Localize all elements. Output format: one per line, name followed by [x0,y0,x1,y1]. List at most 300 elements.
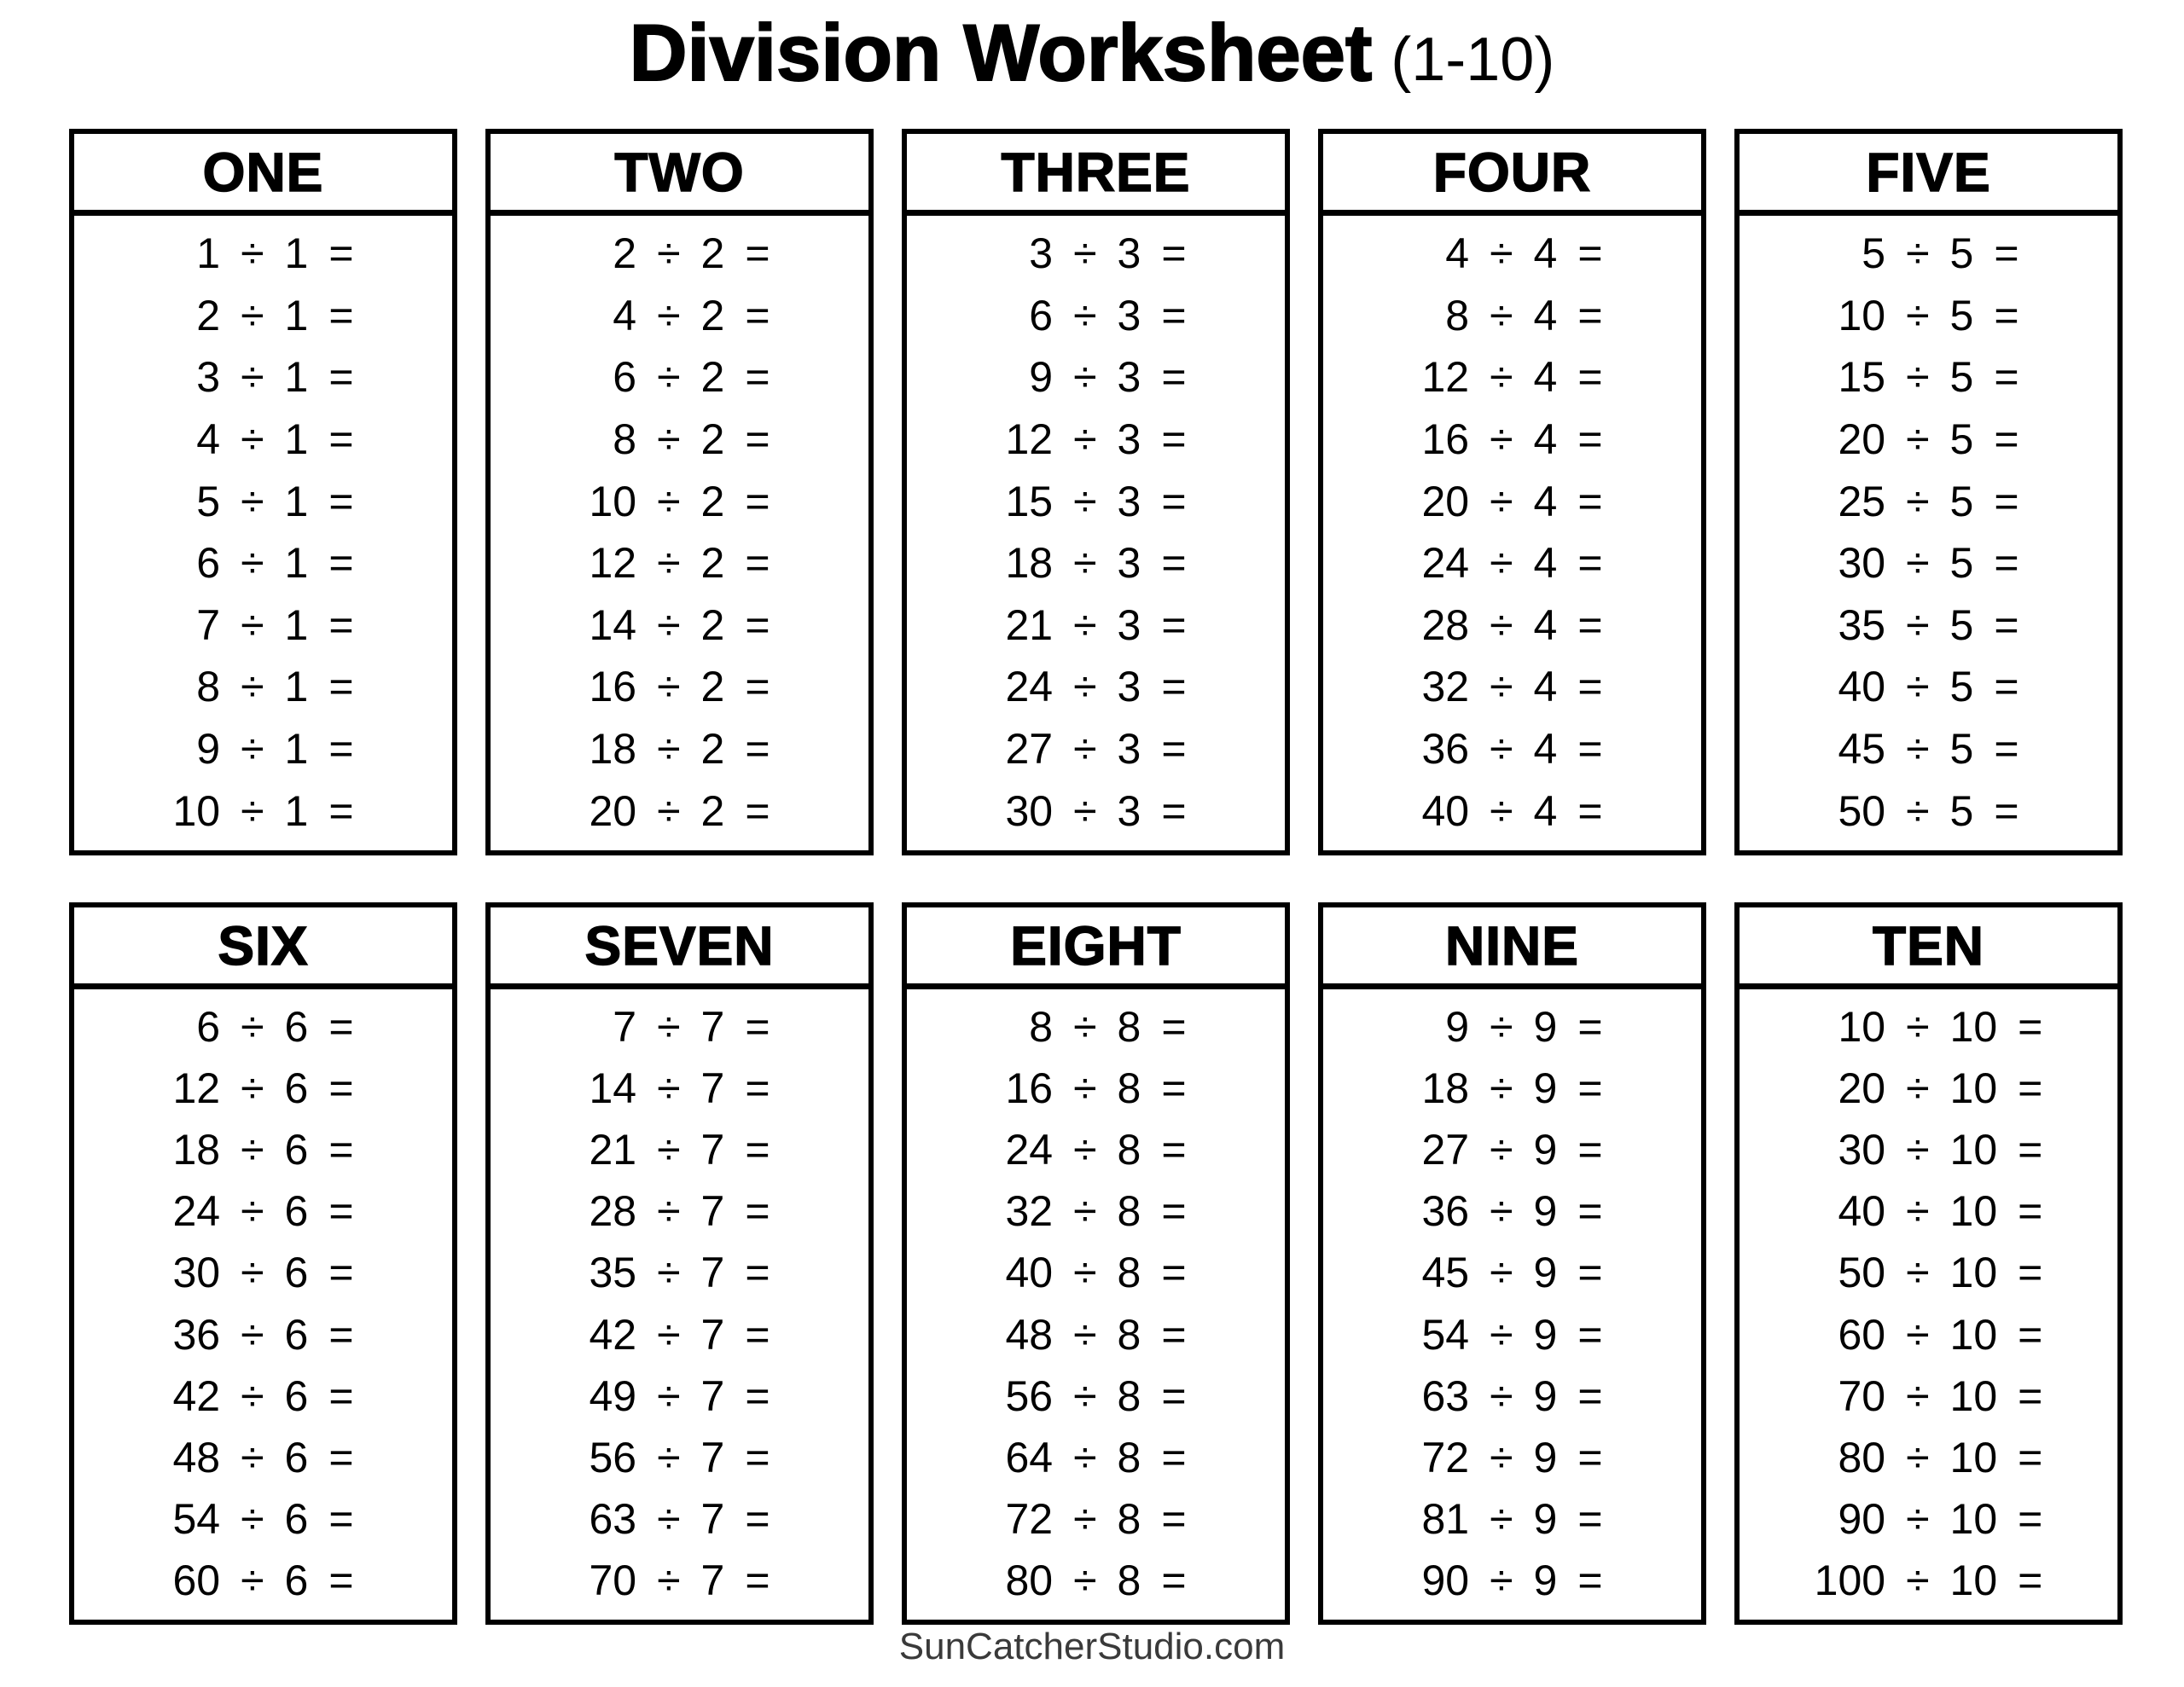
worksheet-grid [69,129,2123,1625]
divisor: 3 [1117,477,1141,525]
divide-sign: ÷ [1073,1064,1097,1113]
divide-sign: ÷ [1490,1310,1513,1359]
dividend: 5 [196,477,221,525]
divisor: 3 [1117,415,1141,464]
divide-sign: ÷ [1906,786,1930,835]
divisor: 4 [1533,725,1558,774]
divide-sign: ÷ [657,1187,681,1236]
divide-sign: ÷ [1906,600,1930,649]
divide-sign: ÷ [1073,539,1097,588]
divisor: 1 [284,539,309,588]
table-header-label: FOUR [1432,141,1592,203]
equals-sign: = [1577,1249,1603,1297]
division-problem [1323,1310,1701,1359]
equals-sign: = [328,1249,354,1297]
equals-sign: = [1161,1494,1187,1543]
division-problem [1323,725,1701,774]
division-problem [1740,1310,2117,1359]
equals-sign: = [1994,539,2019,588]
divisor: 6 [284,1433,309,1481]
equals-sign: = [328,1003,354,1052]
dividend: 30 [172,1249,221,1297]
dividend: 21 [589,1126,637,1174]
divide-sign: ÷ [1906,229,1930,278]
equals-sign: = [1161,1433,1187,1481]
dividend: 10 [1838,291,1886,339]
divisor: 4 [1533,415,1558,464]
dividend: 8 [1445,291,1470,339]
divisor: 3 [1117,539,1141,588]
equals-sign: = [1577,1126,1603,1174]
divisor: 2 [700,663,725,711]
divide-sign: ÷ [241,1187,264,1236]
divisor: 4 [1533,786,1558,835]
divisor: 4 [1533,600,1558,649]
divisor: 1 [284,663,309,711]
divide-sign: ÷ [1490,1126,1513,1174]
division-problem [907,725,1285,774]
division-problem [491,1494,868,1543]
divisor: 9 [1533,1556,1558,1604]
equals-sign: = [1577,1187,1603,1236]
divide-sign: ÷ [1490,415,1513,464]
division-problem [491,600,868,649]
dividend: 63 [589,1494,637,1543]
equals-sign: = [745,291,770,339]
division-problem [1740,786,2117,835]
division-problem [907,600,1285,649]
division-problem [74,1310,452,1359]
equals-sign: = [1577,786,1603,835]
division-problem [1740,415,2117,464]
divide-sign: ÷ [241,786,264,835]
equals-sign: = [745,1556,770,1604]
problems-list [1740,216,2117,850]
dividend: 12 [172,1064,221,1113]
divide-sign: ÷ [1906,1371,1930,1420]
divide-sign: ÷ [657,353,681,402]
equals-sign: = [1161,786,1187,835]
dividend: 50 [1838,1249,1886,1297]
divisor: 7 [700,1003,725,1052]
divide-sign: ÷ [241,600,264,649]
divide-sign: ÷ [1490,229,1513,278]
divisor: 9 [1533,1064,1558,1113]
table-header-label: SIX [218,914,309,977]
divide-sign: ÷ [1906,1187,1930,1236]
dividend: 15 [1838,353,1886,402]
division-problem [491,291,868,339]
table-header [1740,907,2117,989]
divide-sign: ÷ [657,291,681,339]
divisor: 4 [1533,539,1558,588]
divide-sign: ÷ [657,1126,681,1174]
division-problem [74,353,452,402]
dividend: 20 [589,786,637,835]
dividend: 1 [196,229,221,278]
division-problem [1323,1556,1701,1604]
equals-sign: = [1161,229,1187,278]
problems-list [491,989,868,1620]
division-problem [907,291,1285,339]
dividend: 16 [1421,415,1470,464]
division-problem [491,415,868,464]
divisor: 9 [1533,1310,1558,1359]
dividend: 42 [589,1310,637,1359]
divisor: 10 [1949,1003,1998,1052]
divide-sign: ÷ [657,1310,681,1359]
equals-sign: = [328,1371,354,1420]
dividend: 45 [1838,725,1886,774]
dividend: 36 [172,1310,221,1359]
dividend: 18 [589,725,637,774]
dividend: 2 [196,291,221,339]
division-problem [74,600,452,649]
dividend: 12 [589,539,637,588]
divide-sign: ÷ [1490,1433,1513,1481]
division-problem [1740,1126,2117,1174]
dividend: 60 [1838,1310,1886,1359]
divide-sign: ÷ [1490,1556,1513,1604]
equals-sign: = [1161,1556,1187,1604]
dividend: 64 [1005,1433,1054,1481]
table-header-label: THREE [1001,141,1191,203]
division-problem [907,1556,1285,1604]
division-problem [1323,1187,1701,1236]
divide-sign: ÷ [241,1494,264,1543]
division-problem [491,1003,868,1052]
division-problem [491,1371,868,1420]
divide-sign: ÷ [657,1371,681,1420]
equals-sign: = [328,1556,354,1604]
divisor: 8 [1117,1064,1141,1113]
divide-sign: ÷ [657,1003,681,1052]
equals-sign: = [328,539,354,588]
divide-sign: ÷ [657,663,681,711]
divisor: 5 [1949,786,1974,835]
equals-sign: = [745,415,770,464]
divide-sign: ÷ [241,415,264,464]
equals-sign: = [745,1064,770,1113]
dividend: 9 [196,725,221,774]
table-header-label: EIGHT [1010,914,1182,977]
dividend: 10 [589,477,637,525]
dividend: 24 [172,1187,221,1236]
dividend: 4 [196,415,221,464]
divisor: 6 [284,1003,309,1052]
divide-sign: ÷ [1073,229,1097,278]
divide-sign: ÷ [1073,1310,1097,1359]
divisor: 5 [1949,353,1974,402]
dividend: 32 [1421,663,1470,711]
division-problem [74,1126,452,1174]
equals-sign: = [745,786,770,835]
equals-sign: = [745,353,770,402]
dividend: 6 [613,353,637,402]
division-problem [491,663,868,711]
divisor: 5 [1949,291,1974,339]
divide-sign: ÷ [1906,1556,1930,1604]
equals-sign: = [1577,1003,1603,1052]
division-problem [491,1064,868,1113]
divisor: 3 [1117,291,1141,339]
dividend: 9 [1445,1003,1470,1052]
dividend: 40 [1005,1249,1054,1297]
divisor: 6 [284,1310,309,1359]
equals-sign: = [1994,229,2019,278]
division-table [1734,902,2123,1625]
divide-sign: ÷ [1906,1064,1930,1113]
problems-list [1323,989,1701,1620]
dividend: 70 [589,1556,637,1604]
division-problem [1323,786,1701,835]
divide-sign: ÷ [1490,786,1513,835]
equals-sign: = [1577,663,1603,711]
division-problem [1323,477,1701,525]
divide-sign: ÷ [657,1494,681,1543]
divide-sign: ÷ [1073,1003,1097,1052]
divisor: 7 [700,1249,725,1297]
divisor: 7 [700,1126,725,1174]
equals-sign: = [1161,1126,1187,1174]
division-problem [1740,229,2117,278]
divide-sign: ÷ [657,600,681,649]
division-problem [491,477,868,525]
table-header [907,907,1285,989]
divide-sign: ÷ [1490,1494,1513,1543]
dividend: 36 [1421,1187,1470,1236]
equals-sign: = [1161,353,1187,402]
dividend: 60 [172,1556,221,1604]
division-problem [491,353,868,402]
divide-sign: ÷ [241,291,264,339]
divisor: 9 [1533,1003,1558,1052]
divisor: 2 [700,477,725,525]
table-header-label: SEVEN [584,914,775,977]
divisor: 5 [1949,477,1974,525]
divisor: 2 [700,415,725,464]
divisor: 8 [1117,1249,1141,1297]
divisor: 8 [1117,1494,1141,1543]
division-problem [74,1556,452,1604]
equals-sign: = [1161,1003,1187,1052]
divide-sign: ÷ [1906,1494,1930,1543]
dividend: 20 [1838,1064,1886,1113]
divisor: 7 [700,1494,725,1543]
divisor: 5 [1949,539,1974,588]
division-problem [74,1187,452,1236]
dividend: 24 [1005,1126,1054,1174]
divisor: 6 [284,1371,309,1420]
dividend: 6 [1029,291,1054,339]
dividend: 90 [1421,1556,1470,1604]
division-problem [491,786,868,835]
equals-sign: = [1161,663,1187,711]
divide-sign: ÷ [1073,353,1097,402]
equals-sign: = [1577,1433,1603,1481]
equals-sign: = [1577,1371,1603,1420]
divisor: 5 [1949,229,1974,278]
divisor: 9 [1533,1126,1558,1174]
divisor: 9 [1533,1187,1558,1236]
division-problem [491,1187,868,1236]
divide-sign: ÷ [241,477,264,525]
division-problem [1323,1371,1701,1420]
dividend: 3 [196,353,221,402]
division-problem [1323,291,1701,339]
divide-sign: ÷ [1906,1126,1930,1174]
division-problem [1740,1371,2117,1420]
dividend: 8 [613,415,637,464]
equals-sign: = [1161,415,1187,464]
divisor: 6 [284,1249,309,1297]
equals-sign: = [1161,1249,1187,1297]
dividend: 7 [196,600,221,649]
divisor: 5 [1949,600,1974,649]
dividend: 10 [1838,1003,1886,1052]
equals-sign: = [1577,725,1603,774]
dividend: 45 [1421,1249,1470,1297]
division-problem [907,1494,1285,1543]
divisor: 4 [1533,229,1558,278]
division-problem [74,477,452,525]
divide-sign: ÷ [1073,600,1097,649]
table-header [491,907,868,989]
equals-sign: = [1161,1310,1187,1359]
equals-sign: = [745,1003,770,1052]
divide-sign: ÷ [241,539,264,588]
divisor: 1 [284,353,309,402]
dividend: 28 [589,1187,637,1236]
divide-sign: ÷ [1490,539,1513,588]
equals-sign: = [745,1126,770,1174]
dividend: 7 [613,1003,637,1052]
division-problem [907,1310,1285,1359]
equals-sign: = [328,600,354,649]
divide-sign: ÷ [241,1371,264,1420]
dividend: 32 [1005,1187,1054,1236]
equals-sign: = [1577,229,1603,278]
equals-sign: = [1161,1371,1187,1420]
equals-sign: = [745,539,770,588]
equals-sign: = [745,229,770,278]
equals-sign: = [745,1494,770,1543]
division-problem [907,477,1285,525]
division-problem [907,1064,1285,1113]
divide-sign: ÷ [241,1310,264,1359]
dividend: 72 [1005,1494,1054,1543]
divisor: 3 [1117,600,1141,649]
division-problem [1740,1249,2117,1297]
division-problem [74,1494,452,1543]
problems-list [1323,216,1701,850]
divisor: 4 [1533,477,1558,525]
table-header [74,134,452,216]
division-problem [907,415,1285,464]
divisor: 1 [284,477,309,525]
division-problem [907,1249,1285,1297]
divide-sign: ÷ [1073,1126,1097,1174]
divide-sign: ÷ [1073,786,1097,835]
dividend: 18 [1005,539,1054,588]
division-problem [74,1371,452,1420]
division-problem [1323,229,1701,278]
dividend: 4 [613,291,637,339]
equals-sign: = [1994,725,2019,774]
table-header [1740,134,2117,216]
divisor: 4 [1533,353,1558,402]
divide-sign: ÷ [1073,1556,1097,1604]
division-table [902,129,1290,855]
division-problem [74,291,452,339]
divide-sign: ÷ [241,1126,264,1174]
equals-sign: = [1994,663,2019,711]
dividend: 48 [1005,1310,1054,1359]
dividend: 15 [1005,477,1054,525]
divisor: 7 [700,1433,725,1481]
division-problem [1740,353,2117,402]
divisor: 4 [1533,291,1558,339]
division-problem [1740,663,2117,711]
divide-sign: ÷ [1906,725,1930,774]
equals-sign: = [745,725,770,774]
equals-sign: = [1161,539,1187,588]
divide-sign: ÷ [657,1249,681,1297]
divide-sign: ÷ [1906,1433,1930,1481]
problems-list [907,216,1285,850]
equals-sign: = [2018,1310,2043,1359]
equals-sign: = [2018,1187,2043,1236]
division-problem [1323,1064,1701,1113]
divisor: 8 [1117,1371,1141,1420]
dividend: 12 [1005,415,1054,464]
dividend: 8 [1029,1003,1054,1052]
equals-sign: = [1994,786,2019,835]
division-problem [491,539,868,588]
table-header-label: TEN [1873,914,1984,977]
divisor: 8 [1117,1433,1141,1481]
divide-sign: ÷ [1490,1187,1513,1236]
dividend: 81 [1421,1494,1470,1543]
divisor: 7 [700,1187,725,1236]
dividend: 5 [1862,229,1886,278]
dividend: 8 [196,663,221,711]
table-header [1323,134,1701,216]
divisor: 9 [1533,1249,1558,1297]
division-problem [1740,1556,2117,1604]
divisor: 2 [700,600,725,649]
equals-sign: = [1577,600,1603,649]
division-table [1734,129,2123,855]
divide-sign: ÷ [1073,1371,1097,1420]
divide-sign: ÷ [1906,663,1930,711]
problems-list [491,216,868,850]
division-problem [74,725,452,774]
dividend: 25 [1838,477,1886,525]
divisor: 5 [1949,725,1974,774]
table-header [907,134,1285,216]
dividend: 56 [1005,1371,1054,1420]
divisor: 1 [284,786,309,835]
division-problem [491,1249,868,1297]
divide-sign: ÷ [241,725,264,774]
division-problem [74,786,452,835]
dividend: 35 [589,1249,637,1297]
divide-sign: ÷ [1490,663,1513,711]
divisor: 1 [284,600,309,649]
dividend: 90 [1838,1494,1886,1543]
division-table [485,129,874,855]
